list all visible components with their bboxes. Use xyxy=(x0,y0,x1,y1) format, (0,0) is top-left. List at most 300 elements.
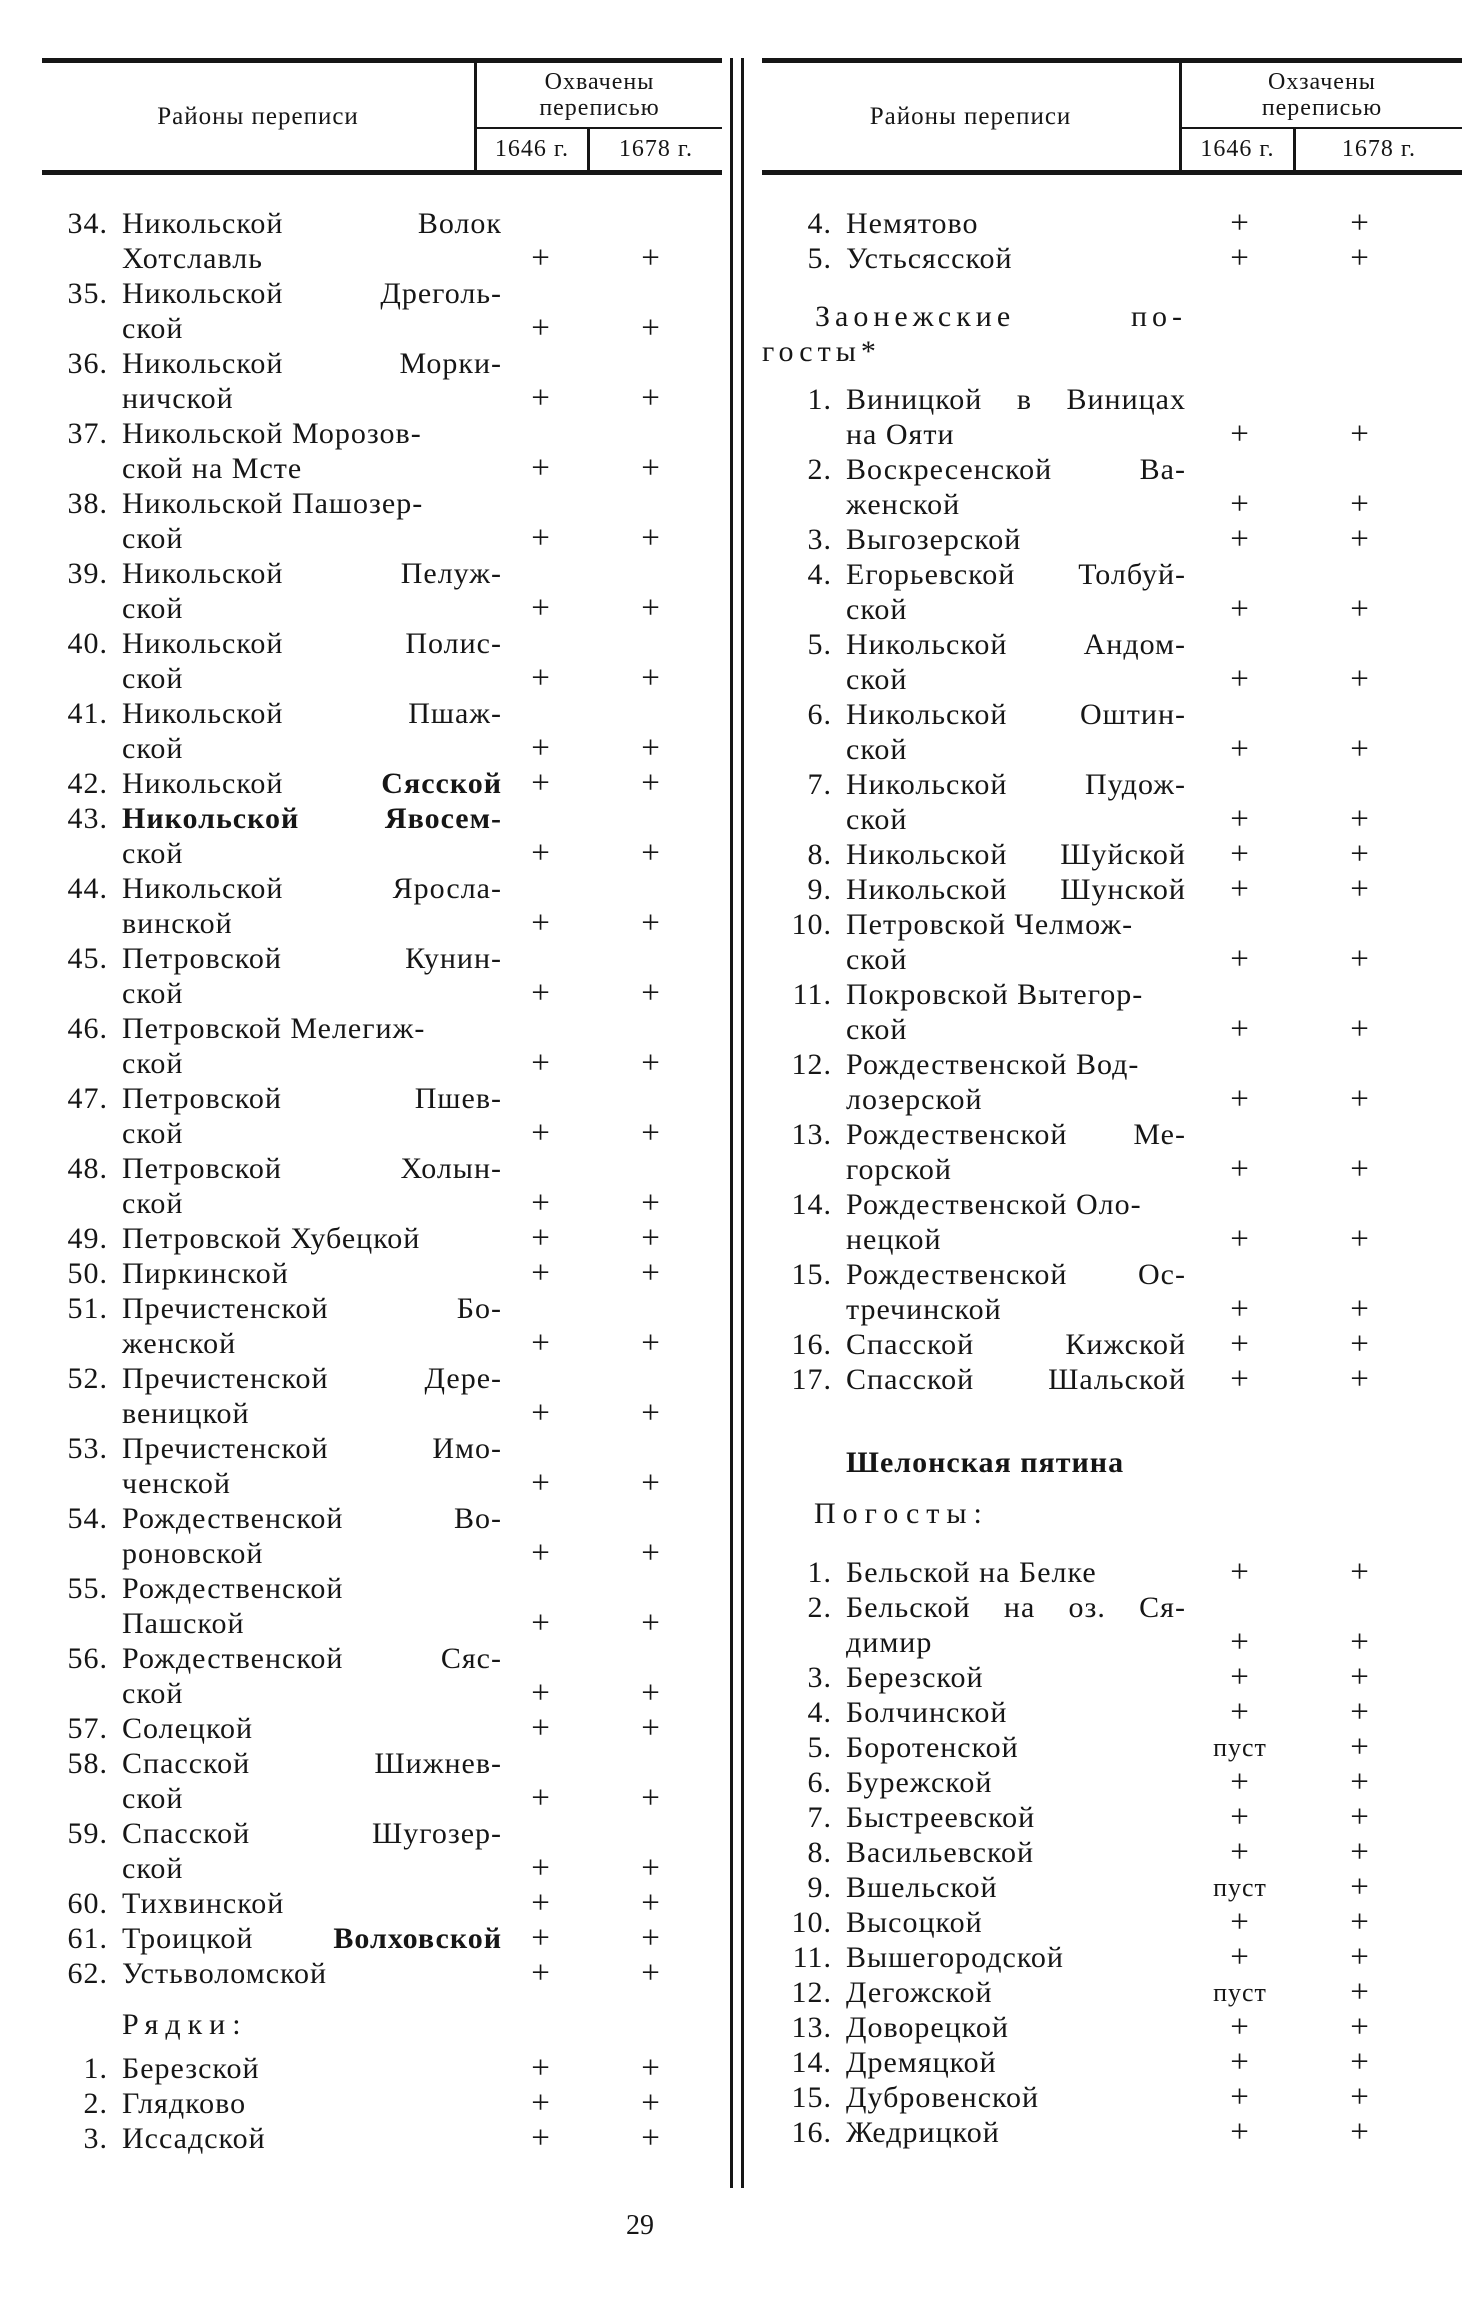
mark-1646: + xyxy=(531,1710,551,1746)
name-line: ской xyxy=(122,837,184,870)
name-word: Дере- xyxy=(424,1362,502,1395)
name-line xyxy=(846,557,1186,592)
name-line: ской xyxy=(122,1852,184,1885)
name-word: Никольской xyxy=(122,627,284,660)
name-word: Никольской xyxy=(122,207,284,240)
row-number: 39. xyxy=(67,557,108,590)
table-row xyxy=(42,1886,722,1921)
row-number: 47. xyxy=(67,1082,108,1115)
name-line: ской xyxy=(846,663,908,696)
name-word: Петровской xyxy=(122,1152,282,1185)
name-line xyxy=(122,556,502,591)
table-row xyxy=(42,486,722,556)
mark-1678: + xyxy=(641,905,661,941)
name-word: Дреголь- xyxy=(380,277,502,310)
district-name xyxy=(846,1327,1186,1362)
name-line: Никольской Пашозер- xyxy=(122,487,424,520)
mark-1678: + xyxy=(641,1115,661,1151)
table-row xyxy=(762,627,1462,697)
district-name xyxy=(122,1711,502,1746)
district-name xyxy=(846,1975,1186,2010)
name-word: Волок xyxy=(417,207,502,240)
mark-1646: + xyxy=(1230,240,1250,276)
name-line xyxy=(846,452,1186,487)
table-row xyxy=(42,2086,722,2121)
row-number: 44. xyxy=(67,872,108,905)
name-line: ской на Мсте xyxy=(122,452,303,485)
mark-1646: + xyxy=(531,1675,551,1711)
row-number: 46. xyxy=(67,1012,108,1045)
mark-1646: + xyxy=(1230,2009,1250,2045)
name-word: Явосем- xyxy=(384,802,502,835)
header-years xyxy=(477,129,722,170)
name-line: винской xyxy=(122,907,233,940)
name-word: Имо- xyxy=(432,1432,502,1465)
mark-1646: + xyxy=(1230,941,1250,977)
name-word: Рождественской xyxy=(846,1258,1068,1291)
name-line xyxy=(846,767,1186,802)
district-name xyxy=(122,206,502,276)
page-number: 29 xyxy=(626,2210,654,2241)
name-word: Оштин- xyxy=(1080,698,1186,731)
table-row xyxy=(762,1975,1462,2010)
name-word: Никольской xyxy=(122,277,284,310)
mark-1646: + xyxy=(1230,2079,1250,2115)
mark-1646: + xyxy=(1230,1939,1250,1975)
table-row xyxy=(42,1151,722,1221)
mark-1646: + xyxy=(531,1920,551,1956)
table-row xyxy=(762,241,1462,276)
header-districts: Районы переписи xyxy=(157,102,359,130)
name-line: ченской xyxy=(122,1467,231,1500)
name-line: Устьволомской xyxy=(122,1957,328,1990)
district-name xyxy=(846,1870,1186,1905)
mark-1678: + xyxy=(1350,486,1370,522)
table-row xyxy=(762,2115,1462,2150)
mark-1678: + xyxy=(641,240,661,276)
table-row xyxy=(42,626,722,696)
section-heading: Шелонская пятина xyxy=(846,1446,1125,1479)
district-name xyxy=(846,2080,1186,2115)
row-number: 3. xyxy=(83,2122,108,2155)
table-row xyxy=(762,2010,1462,2045)
district-name xyxy=(846,2045,1186,2080)
name-word: Ва- xyxy=(1139,453,1186,486)
name-word: на xyxy=(1003,1591,1036,1624)
table-row xyxy=(762,1695,1462,1730)
district-name xyxy=(122,416,502,486)
header-years xyxy=(1182,129,1462,170)
name-word: Никольской xyxy=(122,767,284,800)
district-name xyxy=(846,977,1186,1047)
name-word: в xyxy=(1016,383,1032,416)
row-number: 51. xyxy=(67,1292,108,1325)
row-number: 3. xyxy=(807,523,832,556)
row-number: 11. xyxy=(792,978,832,1011)
mark-1646: + xyxy=(1230,1221,1250,1257)
name-word: Никольской xyxy=(122,557,284,590)
name-word: Сяс- xyxy=(440,1642,502,1675)
district-name xyxy=(846,1730,1186,1765)
district-name xyxy=(846,2010,1186,2045)
mark-1646: + xyxy=(531,2085,551,2121)
district-name xyxy=(846,627,1186,697)
mark-1646: + xyxy=(531,765,551,801)
name-word: Ся- xyxy=(1139,1591,1186,1624)
row-number: 16. xyxy=(791,1328,832,1361)
row-number: 4. xyxy=(807,207,832,240)
name-word: Егорьевской xyxy=(846,558,1016,591)
table-row xyxy=(762,1765,1462,1800)
table-row xyxy=(762,522,1462,557)
heading-word: Заонежские xyxy=(815,300,1016,333)
row-number: 14. xyxy=(791,2046,832,2079)
table-row xyxy=(762,557,1462,627)
district-name xyxy=(122,556,502,626)
mark-1678: + xyxy=(1350,1151,1370,1187)
mark-1646: + xyxy=(531,380,551,416)
district-name xyxy=(122,1431,502,1501)
mark-1646: + xyxy=(531,1325,551,1361)
mark-1678: + xyxy=(641,450,661,486)
name-word: Шижнев- xyxy=(374,1747,502,1780)
name-line: ской xyxy=(846,803,908,836)
mark-1646: + xyxy=(1230,1554,1250,1590)
heading-line: госты* xyxy=(762,335,881,368)
name-line xyxy=(846,1590,1186,1625)
name-word: Спасской xyxy=(846,1363,975,1396)
name-word: Спасской xyxy=(122,1817,251,1850)
name-line: Хотславль xyxy=(122,242,263,275)
mark-1646: + xyxy=(531,310,551,346)
table-row xyxy=(42,1921,722,1956)
row-number: 16. xyxy=(791,2116,832,2149)
row-number: 2. xyxy=(807,453,832,486)
district-name xyxy=(122,1746,502,1816)
row-number: 61. xyxy=(67,1922,108,1955)
mark-1678: + xyxy=(1350,1081,1370,1117)
district-name xyxy=(846,767,1186,837)
name-word: Петровской xyxy=(122,1082,282,1115)
name-line xyxy=(122,801,502,836)
name-line: Петровской Челмож- xyxy=(846,908,1134,941)
header-year-1678: 1678 г. xyxy=(587,129,722,170)
name-line xyxy=(846,627,1186,662)
row-number: 43. xyxy=(67,802,108,835)
name-line xyxy=(122,276,502,311)
name-line: Рождественской xyxy=(122,1572,344,1605)
table-row xyxy=(42,1431,722,1501)
table-row xyxy=(42,346,722,416)
census-table-left xyxy=(42,58,722,2156)
row-number: 10. xyxy=(791,908,832,941)
name-word: Троицкой xyxy=(122,1922,254,1955)
district-name xyxy=(846,557,1186,627)
table-row xyxy=(42,1256,722,1291)
mark-1678: + xyxy=(641,2085,661,2121)
mark-1678: + xyxy=(1350,1361,1370,1397)
mark-1646: + xyxy=(1230,871,1250,907)
row-number: 36. xyxy=(67,347,108,380)
row-number: 45. xyxy=(67,942,108,975)
mark-1646: + xyxy=(1230,205,1250,241)
table-row xyxy=(762,1590,1462,1660)
name-word: Никольской xyxy=(846,768,1008,801)
name-word: Пшаж- xyxy=(408,697,502,730)
district-name xyxy=(122,1886,502,1921)
name-line xyxy=(122,1746,502,1781)
district-name xyxy=(122,871,502,941)
mark-1646: + xyxy=(531,660,551,696)
name-line: Никольской Морозов- xyxy=(122,417,422,450)
row-number: 4. xyxy=(807,558,832,591)
mark-1646: + xyxy=(1230,1011,1250,1047)
name-line xyxy=(122,1291,502,1326)
mark-1646: + xyxy=(1230,591,1250,627)
row-number: 15. xyxy=(791,1258,832,1291)
name-word: Шальской xyxy=(1048,1363,1186,1396)
name-word: Никольской xyxy=(122,802,300,835)
table-row xyxy=(42,1011,722,1081)
row-number: 38. xyxy=(67,487,108,520)
mark-1678: + xyxy=(641,1185,661,1221)
table-row xyxy=(762,1800,1462,1835)
header-covered xyxy=(474,63,722,170)
name-word: Никольской xyxy=(122,347,284,380)
name-line xyxy=(122,1816,502,1851)
district-name xyxy=(122,1221,502,1256)
name-word: Сясской xyxy=(381,767,502,800)
mark-1678: + xyxy=(1350,240,1370,276)
name-line: ской xyxy=(122,977,184,1010)
name-line xyxy=(122,1501,502,1536)
name-word: Никольской xyxy=(846,628,1008,661)
row-number: 34. xyxy=(67,207,108,240)
row-number: 8. xyxy=(807,1836,832,1869)
row-number: 54. xyxy=(67,1502,108,1535)
name-word: Виницкой xyxy=(846,383,983,416)
name-line: роновской xyxy=(122,1537,264,1570)
mark-1646: + xyxy=(531,1395,551,1431)
district-name xyxy=(122,801,502,871)
row-number: 1. xyxy=(83,2052,108,2085)
table-row xyxy=(42,1291,722,1361)
table-row xyxy=(42,871,722,941)
name-line: Тихвинской xyxy=(122,1887,285,1920)
name-word: Пречистенской xyxy=(122,1292,329,1325)
row-number: 9. xyxy=(807,873,832,906)
mark-1646: + xyxy=(531,1185,551,1221)
district-name xyxy=(846,1257,1186,1327)
district-name xyxy=(846,1660,1186,1695)
mark-1678: + xyxy=(641,765,661,801)
district-name xyxy=(846,1555,1186,1590)
district-name xyxy=(122,1571,502,1641)
district-name xyxy=(122,486,502,556)
name-line: Дремяцкой xyxy=(846,2046,997,2079)
name-word: Ме- xyxy=(1133,1118,1186,1151)
row-number: 2. xyxy=(807,1591,832,1624)
mark-1678: + xyxy=(641,835,661,871)
name-line: ской xyxy=(122,522,184,555)
column-divider xyxy=(730,58,744,2188)
name-line: Боротенской xyxy=(846,1731,1019,1764)
district-name xyxy=(122,276,502,346)
row-number: 50. xyxy=(67,1257,108,1290)
district-name xyxy=(122,1956,502,1991)
row-number: 1. xyxy=(807,383,832,416)
name-word: Морки- xyxy=(399,347,502,380)
header-districts: Районы переписи xyxy=(869,102,1072,130)
mark-1646: + xyxy=(531,590,551,626)
name-line: Немятово xyxy=(846,207,979,240)
mark-1678: + xyxy=(1350,1221,1370,1257)
mark-1678: + xyxy=(641,1780,661,1816)
table-row xyxy=(762,452,1462,522)
name-line: ской xyxy=(122,1047,184,1080)
mark-1678: + xyxy=(1350,1939,1370,1975)
table-row xyxy=(42,766,722,801)
name-line: ской xyxy=(846,733,908,766)
mark-1678: + xyxy=(641,1850,661,1886)
row-number: 5. xyxy=(807,242,832,275)
row-number: 49. xyxy=(67,1222,108,1255)
name-line: Иссадской xyxy=(122,2122,266,2155)
name-line xyxy=(846,1257,1186,1292)
mark-1678: + xyxy=(1350,836,1370,872)
name-line: ской xyxy=(122,732,184,765)
table-row xyxy=(42,941,722,1011)
row-number: 8. xyxy=(807,838,832,871)
mark-1678: + xyxy=(641,1605,661,1641)
district-name xyxy=(846,872,1186,907)
mark-1646: + xyxy=(1230,801,1250,837)
name-line: нецкой xyxy=(846,1223,942,1256)
name-word: Андом- xyxy=(1083,628,1186,661)
mark-1678: + xyxy=(1350,871,1370,907)
mark-1678: + xyxy=(641,1255,661,1291)
row-number: 59. xyxy=(67,1817,108,1850)
row-number: 7. xyxy=(807,1801,832,1834)
mark-1678: + xyxy=(641,1045,661,1081)
name-word: Полис- xyxy=(405,627,502,660)
name-word: Пречистенской xyxy=(122,1362,329,1395)
table-row xyxy=(42,1501,722,1571)
mark-1646: + xyxy=(531,1955,551,1991)
table-row xyxy=(42,1711,722,1746)
header-year-1646: 1646 г. xyxy=(494,136,570,162)
mark-1678: + xyxy=(1350,521,1370,557)
name-line: Покровской Вытегор- xyxy=(846,978,1144,1011)
row-number: 53. xyxy=(67,1432,108,1465)
table-row xyxy=(762,1187,1462,1257)
mark-1678: + xyxy=(1350,1974,1370,2010)
name-line xyxy=(846,872,1186,907)
name-line: Дегожской xyxy=(846,1976,993,2009)
header-covered-line1: Охзачены xyxy=(1268,69,1376,95)
mark-1678: + xyxy=(1350,591,1370,627)
name-word: Никольской xyxy=(846,873,1008,906)
name-line: Быстреевской xyxy=(846,1801,1036,1834)
district-name xyxy=(122,2086,502,2121)
district-name xyxy=(846,1362,1186,1397)
name-line: Устьсясской xyxy=(846,242,1013,275)
district-name xyxy=(846,1695,1186,1730)
mark-1678: + xyxy=(1350,801,1370,837)
district-name xyxy=(122,1816,502,1886)
district-name xyxy=(846,907,1186,977)
name-word: Пелуж- xyxy=(400,557,502,590)
table-row xyxy=(762,1730,1462,1765)
table-row xyxy=(42,1571,722,1641)
mark-1646: + xyxy=(1230,1904,1250,1940)
name-line: димир xyxy=(846,1626,933,1659)
name-line xyxy=(122,871,502,906)
name-line: ской xyxy=(122,312,184,345)
name-line: ской xyxy=(846,593,908,626)
row-number: 12. xyxy=(791,1976,832,2009)
name-line: веницкой xyxy=(122,1397,250,1430)
mark-1678: + xyxy=(641,310,661,346)
header-year-1646: 1646 г. xyxy=(1200,136,1275,162)
table-row xyxy=(762,977,1462,1047)
mark-1678: + xyxy=(641,1465,661,1501)
mark-1678: + xyxy=(1350,1764,1370,1800)
district-name xyxy=(846,837,1186,872)
row-number: 15. xyxy=(791,2081,832,2114)
mark-1646: + xyxy=(1230,1624,1250,1660)
name-line xyxy=(122,1641,502,1676)
mark-1678: + xyxy=(1350,1326,1370,1362)
table-row xyxy=(762,1660,1462,1695)
name-word: Бо- xyxy=(456,1292,502,1325)
district-name xyxy=(846,206,1186,241)
name-word: Кижской xyxy=(1065,1328,1186,1361)
district-name xyxy=(846,2115,1186,2150)
name-line: Бельской на Белке xyxy=(846,1556,1097,1589)
name-line: ской xyxy=(122,1782,184,1815)
table-row xyxy=(42,1816,722,1886)
table-row xyxy=(42,801,722,871)
table-row xyxy=(42,2051,722,2086)
mark-1646: + xyxy=(531,1850,551,1886)
mark-1646: + xyxy=(1230,661,1250,697)
name-line: Выгозерской xyxy=(846,523,1022,556)
name-word: Пудож- xyxy=(1084,768,1186,801)
row-number: 1. xyxy=(807,1556,832,1589)
mark-1678: + xyxy=(1350,1291,1370,1327)
name-line xyxy=(122,1081,502,1116)
name-word: Шуйской xyxy=(1060,838,1186,871)
section-heading: Рядки: xyxy=(122,2008,248,2041)
mark-1678: + xyxy=(641,520,661,556)
name-word: Никольской xyxy=(122,697,284,730)
table-row xyxy=(42,2121,722,2156)
table-row xyxy=(42,696,722,766)
name-line: ской xyxy=(846,943,908,976)
name-word: Пречистенской xyxy=(122,1432,329,1465)
name-line: Петровской Хубецкой xyxy=(122,1222,421,1255)
name-line: Рождественской Вод- xyxy=(846,1048,1140,1081)
table-row xyxy=(762,1905,1462,1940)
name-line: Глядково xyxy=(122,2087,247,2120)
district-name xyxy=(122,346,502,416)
table-row xyxy=(762,1555,1462,1590)
row-number: 13. xyxy=(791,2011,832,2044)
name-line: горской xyxy=(846,1153,952,1186)
mark-1678: + xyxy=(641,730,661,766)
name-line: ской xyxy=(122,1187,184,1220)
